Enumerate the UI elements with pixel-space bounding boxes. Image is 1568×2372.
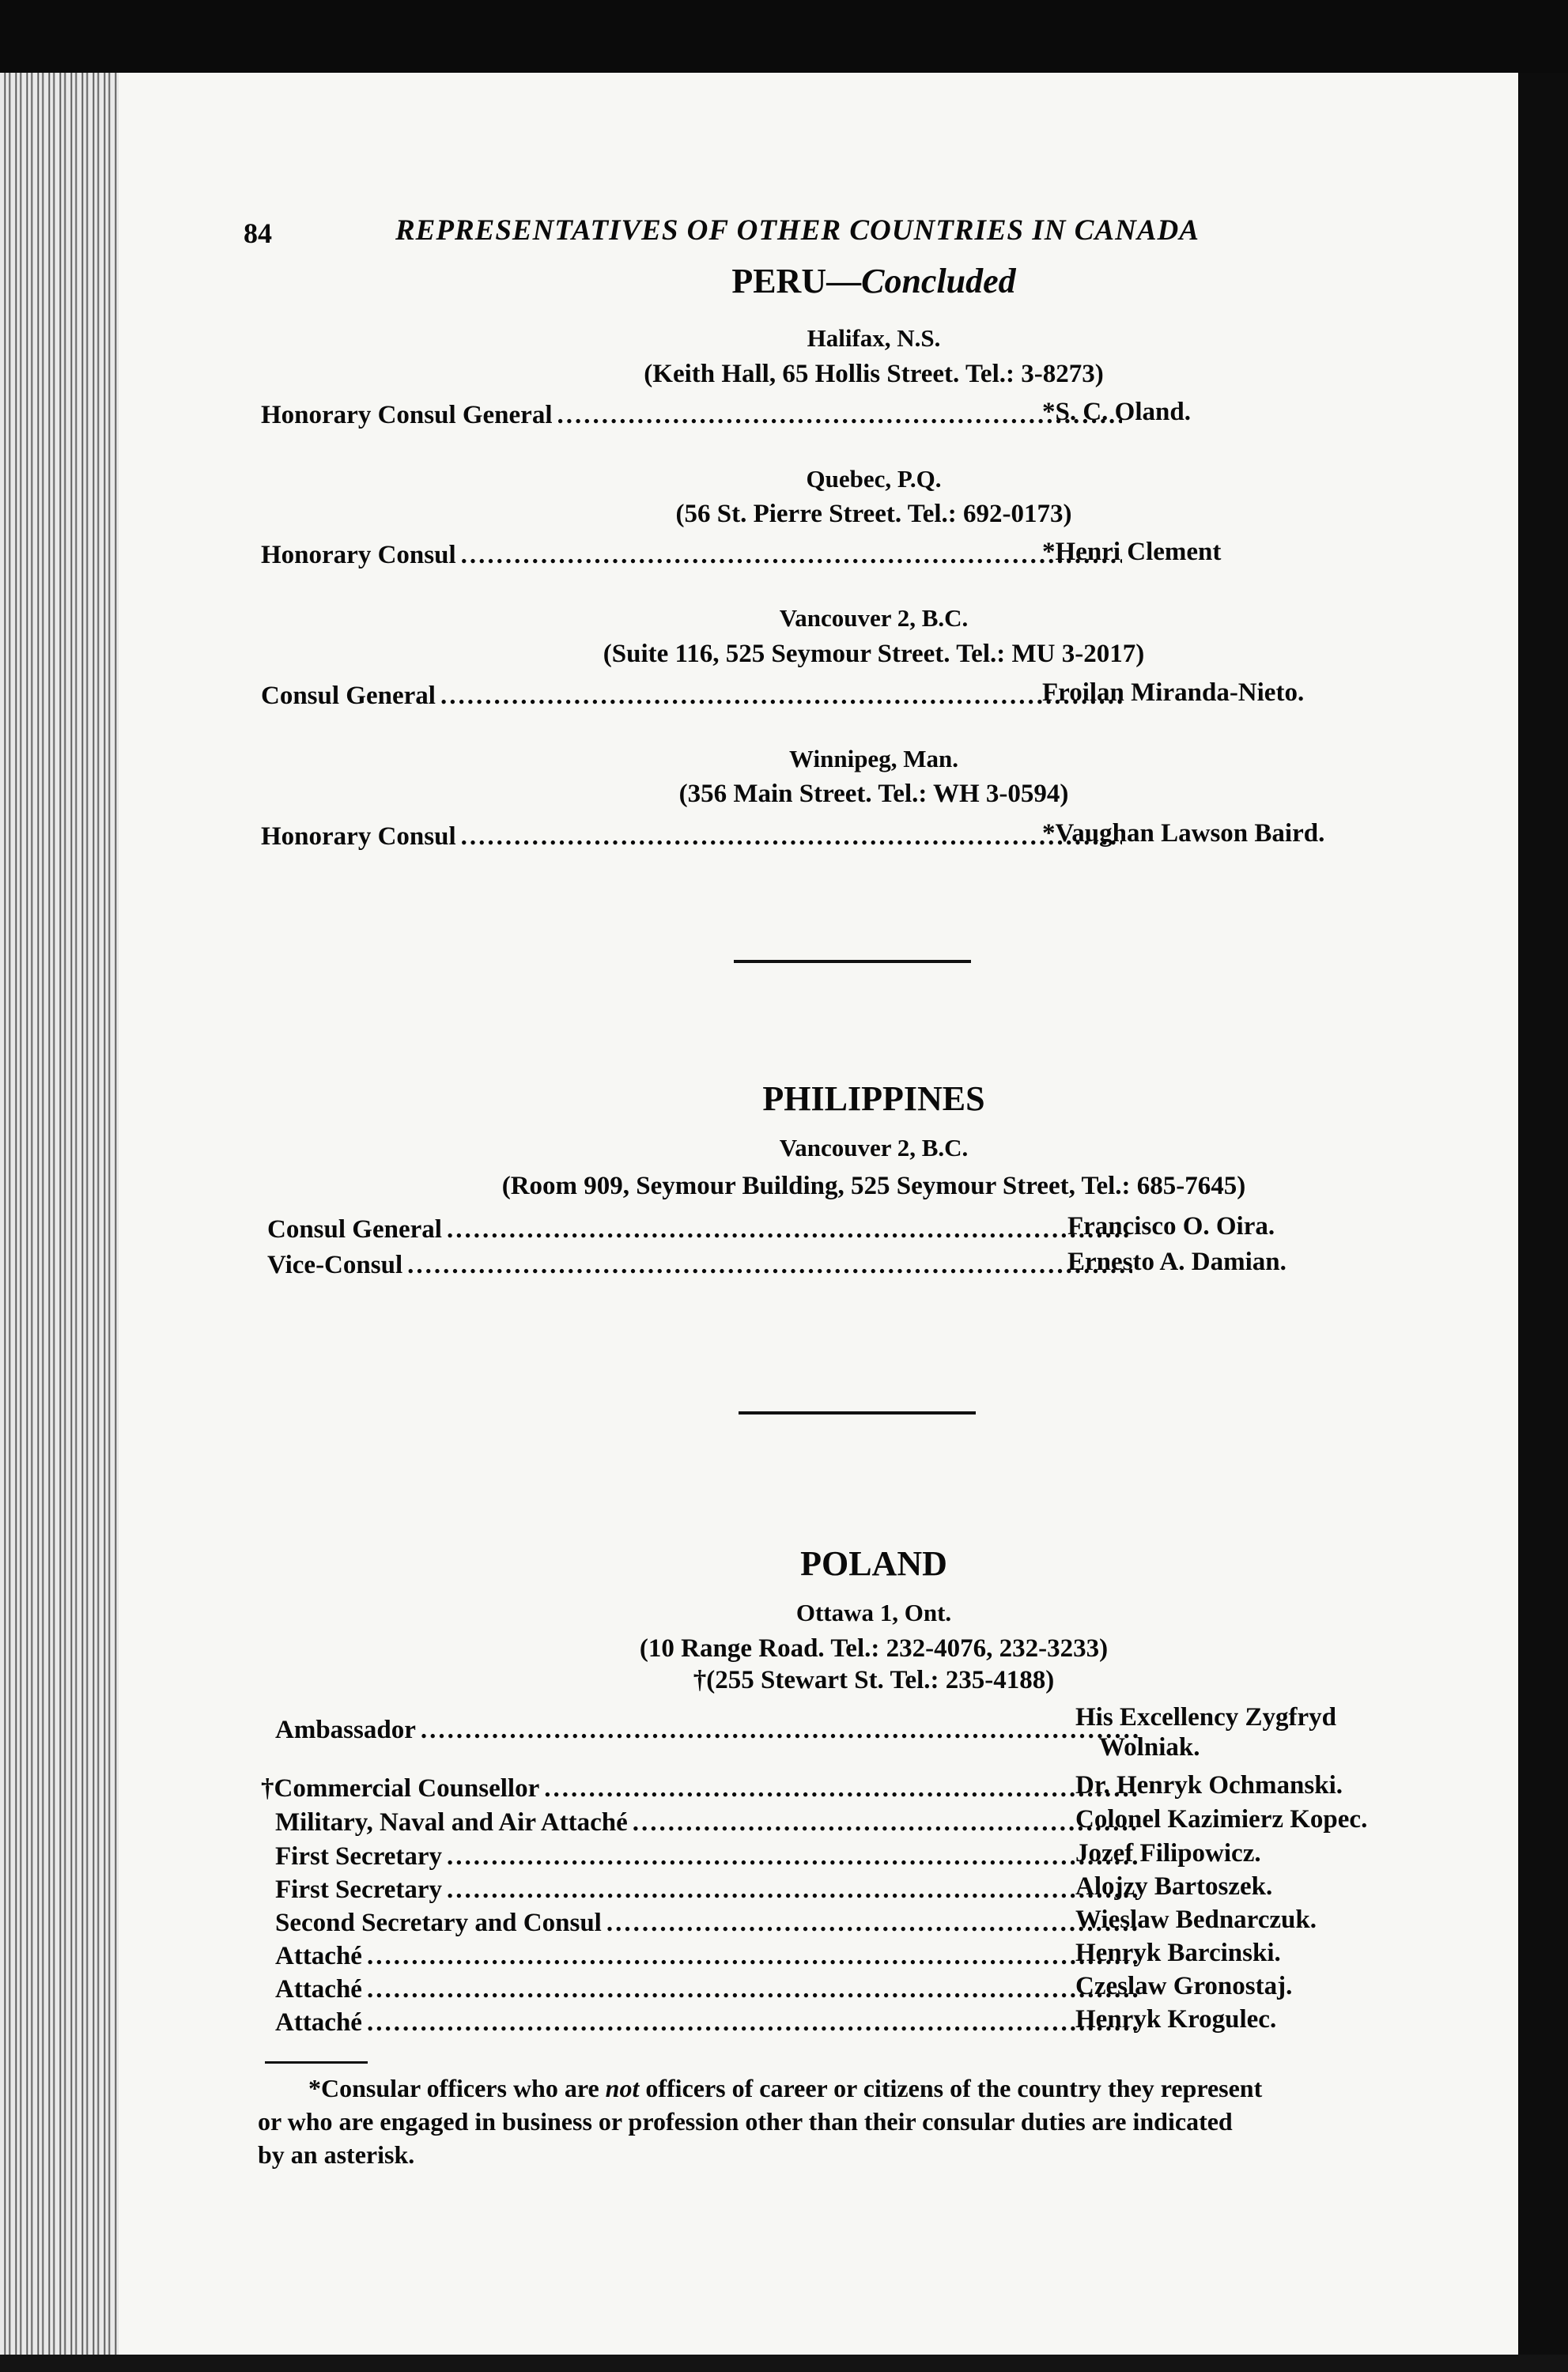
scan-top-border [0,0,1568,73]
dot-leader [447,1875,1140,1905]
official-name: Alojzy Bartoszek. [1075,1872,1273,1901]
list-item [267,1215,1137,1245]
dot-leader [557,401,1123,430]
address-vancouver: (Suite 116, 525 Seymour Street. Tel.: MU 3-2017) [603,640,1145,668]
footnote-line-3: by an asterisk. [258,2140,415,2169]
position-title: Vice-Consul [267,1251,403,1279]
dot-leader [367,1942,1140,1971]
footnote-line-1 [308,2072,1415,2105]
dot-leader [633,1808,1140,1838]
list-item [275,1942,1145,1971]
country-heading-peru [731,261,1015,301]
city-vancouver: Vancouver 2, B.C. [779,604,969,632]
section-divider [734,960,971,963]
scan-right-border [1518,73,1568,2355]
official-name: His Excellency Zygfryd [1075,1703,1336,1732]
list-item [261,1774,1145,1804]
list-item [261,682,1127,711]
city-ottawa: Ottawa 1, Ont. [795,1599,952,1626]
footnote-line-2: or who are engaged in business or profession other than their consular duties are indicated [258,2107,1233,2136]
book-binding-edge [0,73,119,2355]
city-vancouver-philippines: Vancouver 2, B.C. [779,1134,969,1161]
position-title: Honorary Consul [261,822,456,851]
address-philippines: (Room 909, Seymour Building, 525 Seymour Street, Tel.: 685-7645) [501,1172,1246,1200]
list-item [275,1975,1145,2004]
running-head: REPRESENTATIVES OF OTHER COUNTRIES IN CANADA [395,214,1200,247]
official-name: Francisco O. Oira. [1067,1212,1275,1241]
official-name: *Henri Clement [1042,538,1222,566]
dot-leader [606,1909,1140,1938]
footnote-text: officers of career or citizens of the country they represent [639,2074,1263,2102]
official-name: Henryk Krogulec. [1075,2005,1277,2034]
official-name: Colonel Kazimierz Kopec. [1075,1805,1368,1834]
list-item [275,1808,1145,1838]
dot-leader [447,1842,1140,1872]
country-heading-philippines: PHILIPPINES [762,1079,985,1118]
official-name: *S. C. Oland. [1042,398,1191,426]
position-title: †Commercial Counsellor [261,1774,540,1803]
position-title: First Secretary [275,1842,443,1871]
official-name: *Vaughan Lawson Baird. [1042,819,1325,848]
official-name: Czeslaw Gronostaj. [1075,1972,1293,2000]
dot-leader [440,682,1122,711]
page-number: 84 [244,217,272,249]
city-winnipeg: Winnipeg, Man. [789,745,958,772]
scan-bottom-border [0,2355,1568,2372]
dot-leader [367,2008,1140,2038]
footnote-emphasis: not [605,2074,640,2102]
list-item [275,1875,1145,1905]
position-title: Attaché [275,2008,362,2037]
official-name: Dr. Henryk Ochmanski. [1075,1771,1343,1800]
position-title: Consul General [267,1215,442,1244]
document-page [119,73,1518,2355]
position-title: Attaché [275,1975,362,2004]
dot-leader [407,1251,1132,1280]
address-quebec: (56 St. Pierre Street. Tel.: 692-0173) [675,500,1072,528]
dot-leader [544,1774,1140,1804]
position-title: Military, Naval and Air Attaché [275,1808,628,1837]
position-title: Honorary Consul [261,541,456,569]
country-heading-poland: POLAND [800,1544,947,1583]
position-title: First Secretary [275,1875,443,1904]
address-poland: (10 Range Road. Tel.: 232-4076, 232-3233) [639,1634,1109,1663]
list-item [275,1909,1145,1938]
footnote-text: *Consular officers who are [308,2074,606,2102]
official-name: Henryk Barcinski. [1075,1939,1281,1967]
section-divider [739,1411,976,1415]
list-item [261,541,1127,570]
address-halifax: (Keith Hall, 65 Hollis Street. Tel.: 3-8273) [644,360,1104,388]
footnote-rule [265,2061,368,2064]
dot-leader [461,822,1122,852]
country-name: PERU— [731,262,862,300]
list-item [275,1842,1145,1872]
address-poland-secondary: †(255 Stewart St. Tel.: 235-4188) [693,1666,1055,1694]
list-item [267,1251,1137,1280]
position-title: Second Secretary and Consul [275,1909,602,1937]
list-item [261,401,1127,430]
dot-leader [367,1975,1140,2004]
dot-leader [461,541,1122,570]
position-title: Honorary Consul General [261,401,553,429]
list-item [275,1716,1145,1745]
position-title: Ambassador [275,1716,416,1744]
dot-leader [447,1215,1132,1245]
list-item [261,822,1127,852]
dot-leader [421,1716,1140,1745]
official-name: Jozef Filipowicz. [1075,1839,1261,1868]
address-winnipeg: (356 Main Street. Tel.: WH 3-0594) [678,780,1069,808]
official-name: Ernesto A. Damian. [1067,1248,1287,1276]
official-name: Froilan Miranda-Nieto. [1042,678,1305,707]
list-item [275,2008,1145,2038]
city-halifax: Halifax, N.S. [807,324,941,352]
city-quebec: Quebec, P.Q. [806,465,942,493]
position-title: Consul General [261,682,436,710]
position-title: Attaché [275,1942,362,1970]
official-name-continued: Wolniak. [1099,1733,1200,1762]
continuation-label: Concluded [861,262,1016,300]
official-name: Wieslaw Bednarczuk. [1075,1906,1317,1934]
